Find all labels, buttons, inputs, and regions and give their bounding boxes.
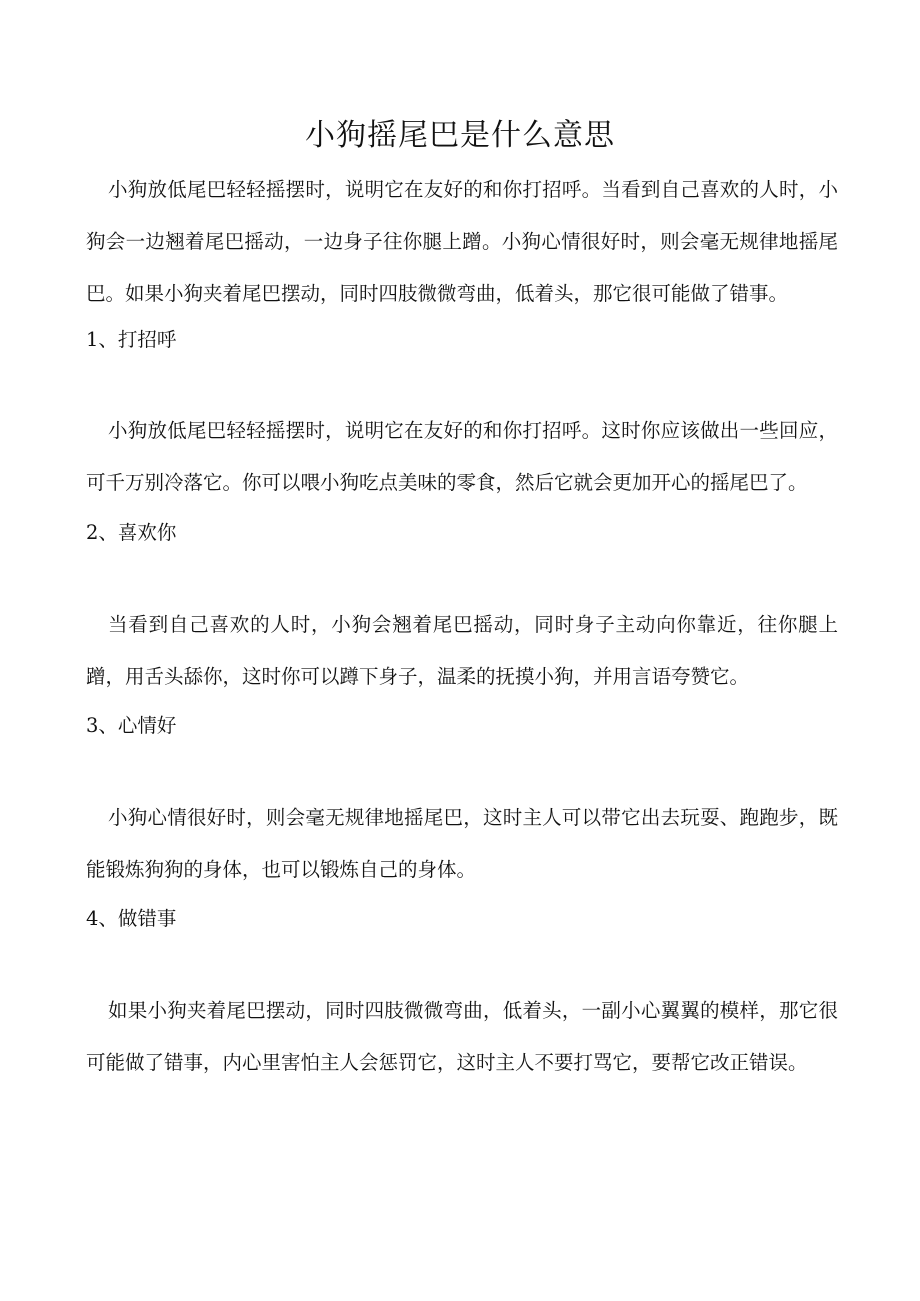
section-paragraph: 小狗放低尾巴轻轻摇摆时，说明它在友好的和你打招呼。这时你应该做出一些回应，可千万别冷落它。你可以喂小狗吃点美味的零食，然后它就会更加开心的摇尾巴了。 (86, 419, 838, 494)
document-title: 小狗摇尾巴是什么意思 (305, 118, 615, 153)
section-paragraph: 当看到自己喜欢的人时，小狗会翘着尾巴摇动，同时身子主动向你靠近，往你腿上蹭，用舌头舔你，这时你可以蹲下身子，温柔的抚摸小狗，并用言语夸赞它。 (86, 613, 838, 688)
section-heading: 4、做错事 (86, 907, 177, 930)
section-heading: 3、心情好 (86, 714, 177, 737)
intro-paragraph: 小狗放低尾巴轻轻摇摆时，说明它在友好的和你打招呼。当看到自己喜欢的人时，小狗会一边翘着尾巴摇动，一边身子往你腿上蹭。小狗心情很好时，则会毫无规律地摇尾巴。如果小狗夹着尾巴摆动，同时四肢微微弯曲，低着头，那它很可能做了错事。 (86, 178, 838, 305)
section-paragraph: 小狗心情很好时，则会毫无规律地摇尾巴，这时主人可以带它出去玩耍、跑跑步，既能锻炼狗狗的身体，也可以锻炼自己的身体。 (86, 806, 838, 881)
section-heading: 1、打招呼 (86, 328, 177, 351)
section-heading: 2、喜欢你 (86, 521, 177, 544)
section-paragraph: 如果小狗夹着尾巴摆动，同时四肢微微弯曲，低着头，一副小心翼翼的模样，那它很可能做了错事，内心里害怕主人会惩罚它，这时主人不要打骂它，要帮它改正错误。 (86, 999, 838, 1074)
